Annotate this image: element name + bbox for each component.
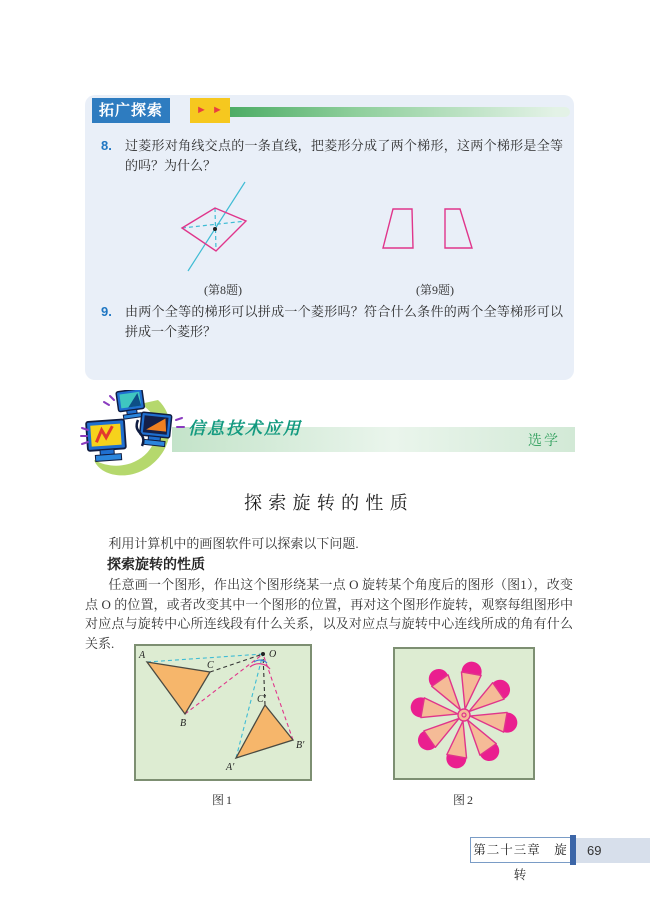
rotation-triangles-figure	[136, 646, 310, 779]
section-header-label: 拓广探索	[92, 98, 170, 123]
trapezoids-figure	[380, 205, 480, 257]
question-9	[101, 302, 563, 342]
question-8-text: 过菱形对角线交点的一条直线，把菱形分成了两个梯形，这两个梯形是全等的吗？为什么？	[125, 138, 563, 173]
article-title: 探索旋转的性质	[243, 493, 415, 513]
footer-page-number: 69	[576, 838, 650, 863]
question-9-text: 由两个全等的梯形可以拼成一个菱形吗？符合什么条件的两个全等梯形可以拼成一个菱形？	[125, 304, 563, 339]
figure-1-caption: 图1	[211, 793, 234, 807]
question-8	[101, 136, 563, 176]
figure-1-box	[134, 644, 312, 781]
label-C: C	[207, 660, 214, 671]
label-B-prime: B′	[296, 740, 305, 751]
figure-2-box	[393, 647, 535, 780]
label-B: B	[180, 718, 187, 729]
exercise-section	[85, 95, 574, 380]
label-O: O	[269, 649, 277, 660]
figure-2-caption: 图2	[452, 793, 475, 807]
question-8-number: 8.	[101, 138, 112, 153]
optional-study-tag: 选学	[528, 432, 560, 448]
header-green-bar	[215, 107, 570, 117]
label-A: A	[139, 650, 146, 661]
article-intro: 利用计算机中的画图软件可以探索以下问题.	[108, 536, 359, 551]
article-body: 任意画一个图形，作出这个图形绕某一点 O 旋转某个角度后的图形（图1），改变点 O 的位置，或者改变其中一个图形的位置，再对这个图形作旋转，观察每组图形中对应点与旋转中心所连线段有什么关系，以及对应点与旋转中心连线所成的角有什么关系.	[85, 577, 573, 651]
it-section-title: 信息技术应用	[188, 419, 302, 438]
label-C-prime: C′	[257, 694, 266, 705]
question-9-number: 9.	[101, 304, 112, 319]
figure-8-caption: (第8题)	[204, 283, 242, 297]
computers-icon	[80, 390, 186, 486]
header-arrows-icon: ► ►	[190, 98, 230, 123]
article-subheading: 探索旋转的性质	[107, 556, 205, 572]
rotation-flower-figure	[395, 649, 533, 778]
label-A-prime: A′	[226, 762, 235, 773]
figure-9-caption: (第9题)	[416, 283, 454, 297]
footer-chapter-title: 第二十三章 旋转	[470, 837, 570, 863]
